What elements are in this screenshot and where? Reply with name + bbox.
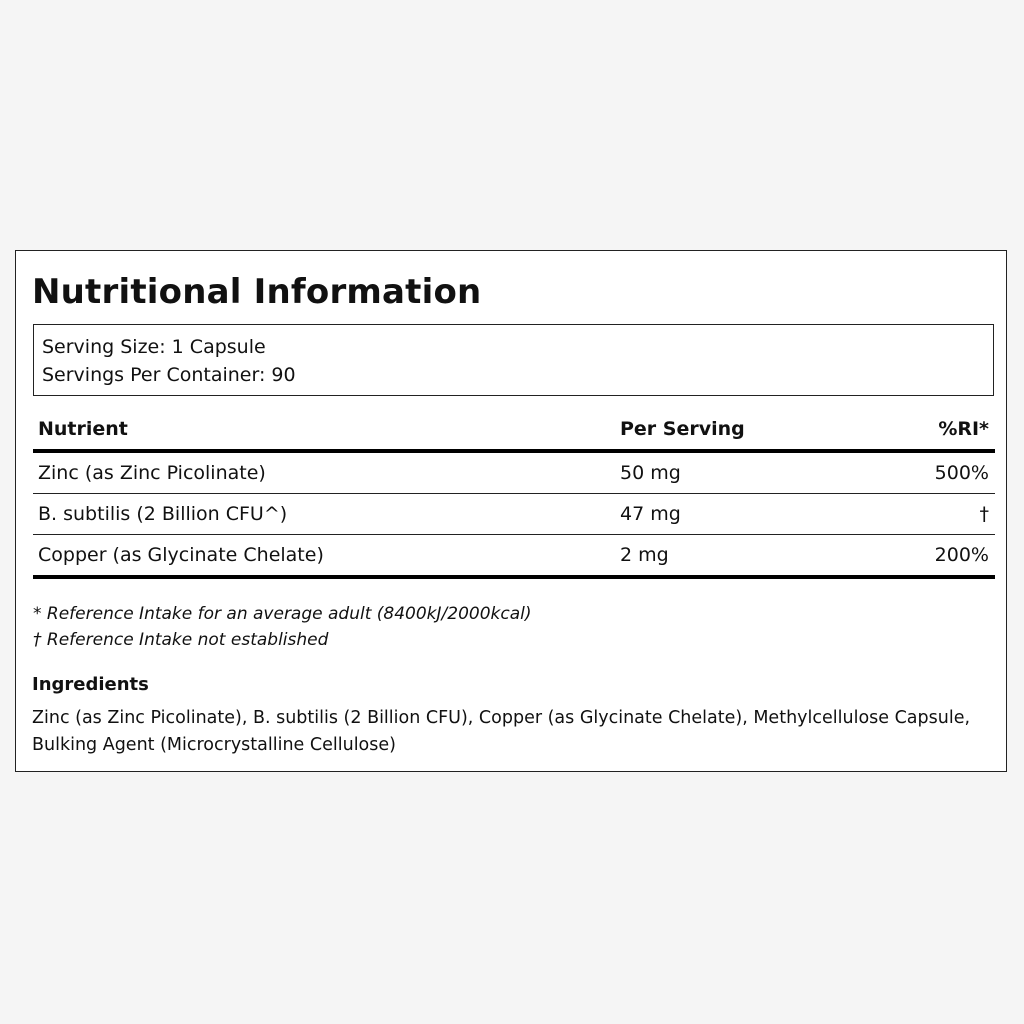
table-row [33, 494, 995, 535]
nutrient-table [33, 411, 995, 579]
serving-info-box [33, 324, 994, 396]
header-ri: %RI* [938, 418, 989, 440]
table-row [33, 535, 995, 579]
header-per-serving: Per Serving [620, 418, 745, 440]
nutrient-amount: 50 mg [620, 462, 681, 484]
header-nutrient: Nutrient [38, 418, 128, 440]
nutrition-panel [15, 250, 1007, 772]
nutrient-ri: 500% [934, 462, 989, 484]
panel-title: Nutritional Information [32, 272, 482, 312]
table-header [33, 411, 995, 453]
table-row [33, 453, 995, 494]
servings-per-container: Servings Per Container: 90 [42, 364, 296, 386]
footnote-dagger: † Reference Intake not established [33, 630, 329, 650]
ingredients-heading: Ingredients [32, 674, 149, 695]
footnote-ri: * Reference Intake for an average adult (8400kJ/2000kcal) [33, 604, 532, 624]
nutrient-ri: 200% [934, 544, 989, 566]
serving-size: Serving Size: 1 Capsule [42, 336, 266, 358]
footnotes [33, 601, 532, 653]
nutrient-name: Zinc (as Zinc Picolinate) [38, 462, 266, 484]
nutrient-name: Copper (as Glycinate Chelate) [38, 544, 324, 566]
ingredients-text: Zinc (as Zinc Picolinate), B. subtilis (2 Billion CFU), Copper (as Glycinate Chelate), Methylcellulose Capsule, Bulking Agent (Microcrystalline Cellulose) [32, 708, 971, 755]
nutrient-ri: † [979, 503, 989, 525]
nutrient-amount: 2 mg [620, 544, 669, 566]
nutrient-amount: 47 mg [620, 503, 681, 525]
nutrient-name: B. subtilis (2 Billion CFU^) [38, 503, 288, 525]
